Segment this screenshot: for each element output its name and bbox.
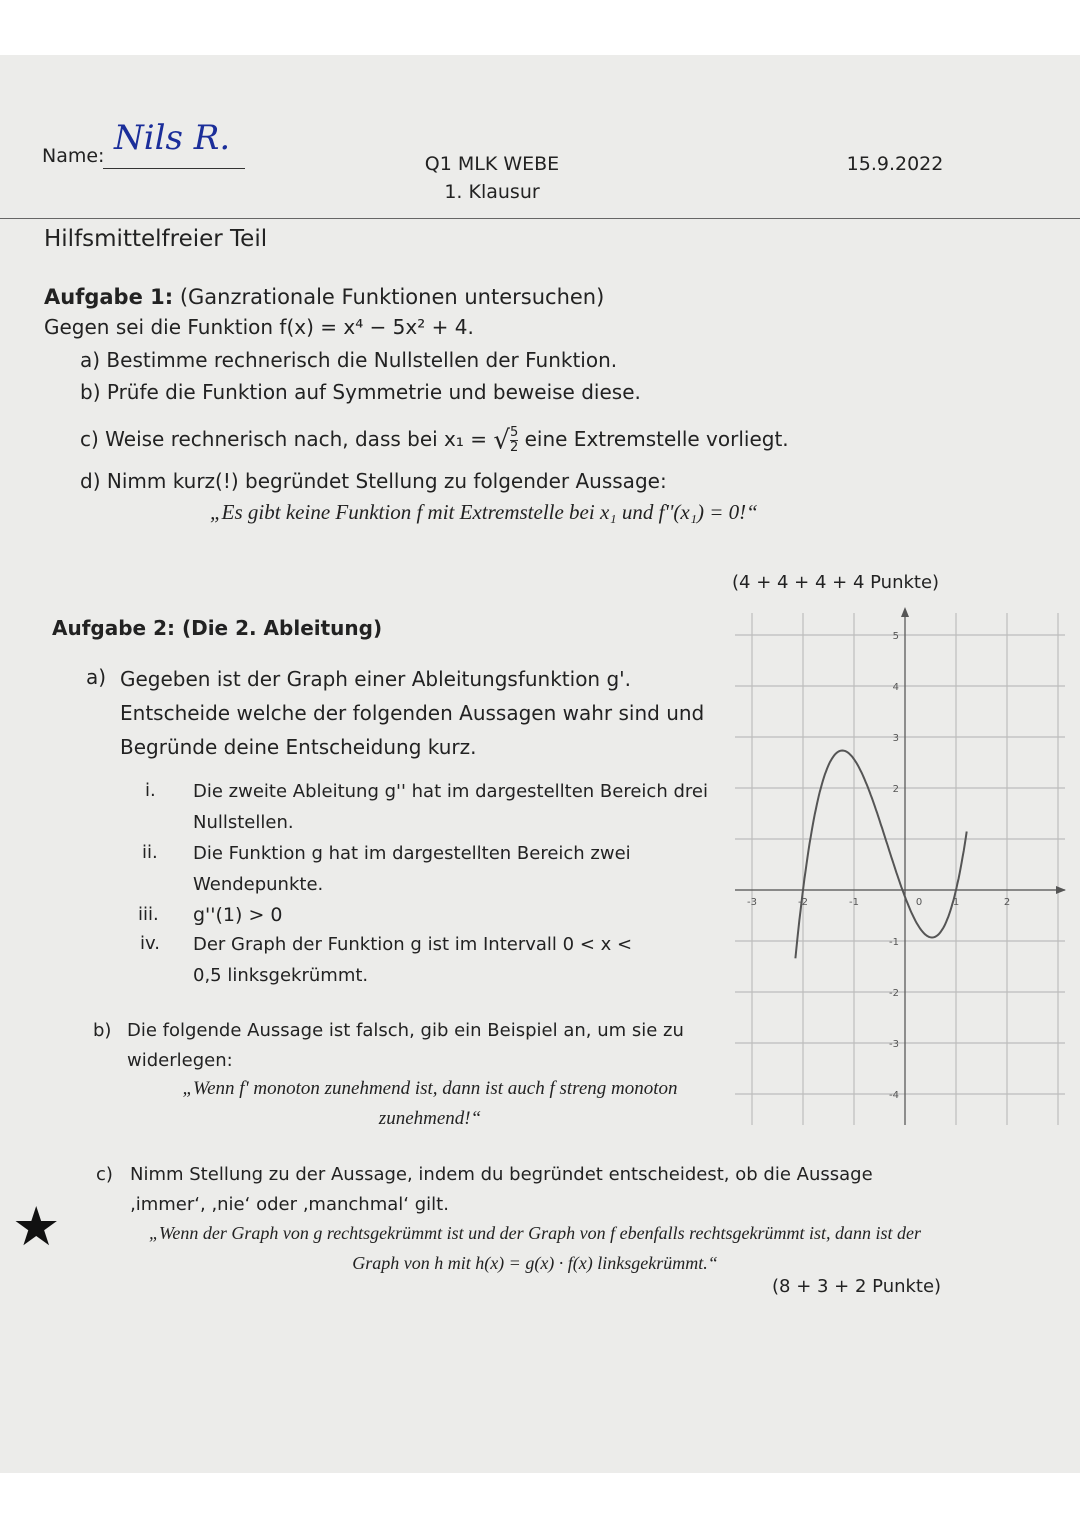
task1-part-c-pre: c) Weise rechnerisch nach, dass bei x₁ = [80,427,488,451]
item-text: Der Graph der Funktion g ist im Intervall 0 < x < 0,5 linksgekrümmt. [193,934,633,986]
section-title: Hilfsmittelfreier Teil [44,226,268,252]
derivative-graph [730,605,1070,1130]
y-axis-arrow-icon [901,607,909,617]
fraction-denominator: 2 [509,440,519,455]
task2-part-a-label: a) [86,665,107,689]
item-text: Die zweite Ableitung g'' hat im dargestellten Bereich drei Nullstellen. [193,781,708,833]
g-prime-curve [795,751,966,959]
task2-part-b-text: Die folgende Aussage ist falsch, gib ein Beispiel an, um sie zu widerlegen: [127,1020,684,1071]
x-tick-label: 2 [1003,897,1011,908]
sqrt-fraction [510,426,518,455]
y-tick-label: 3 [892,733,899,744]
task2-part-a-text: Gegeben ist der Graph einer Ableitungsfunktion g'. Entscheide welche der folgenden Aussagen wahr sind und Begründe deine Entscheidung kurz. [120,667,705,759]
item-number: iv. [140,933,160,954]
task1-heading-row [44,282,604,312]
name-label: Name: [42,145,105,167]
header-divider [0,218,1080,219]
x-tick-label: -1 [849,897,859,908]
task2-part-b-quote: „Wenn f' monoton zunehmend ist, dann ist auch f streng monoton zunehmend!“ [182,1078,678,1129]
task1-part-a: a) Bestimme rechnerisch die Nullstellen der Funktion. [80,348,618,372]
item-number: iii. [138,904,159,925]
item-text: g''(1) > 0 [193,904,283,926]
task2-heading: Aufgabe 2: (Die 2. Ableitung) [52,616,383,640]
graph-tick-labels [747,631,1010,1101]
graph-axes [735,607,1066,1125]
item-text: Die Funktion g hat im dargestellten Bereich zwei Wendepunkte. [193,843,631,895]
y-tick-label: -3 [889,1039,899,1050]
x-tick-label: -2 [798,897,808,908]
y-tick-label: -2 [889,988,899,999]
x-tick-label: 1 [952,897,960,908]
task2-part-c-label: c) [96,1164,113,1185]
item-number: i. [145,780,156,801]
fraction-numerator: 5 [509,425,519,440]
handwritten-name: Nils R. [114,118,231,158]
task2-part-b-label: b) [93,1020,112,1041]
task2-part-c-quote: „Wenn der Graph von g rechtsgekrümmt ist und der Graph von f ebenfalls rechtsgekrümmt ist, dann ist der Graph von h mit h(x) = g(x) · f(x) linksgekrümmt.“ [149,1223,921,1273]
y-tick-label: -1 [889,937,899,948]
task1-part-c-post: eine Extremstelle vorliegt. [524,427,789,451]
task1-quote: „Es gibt keine Funktion f mit Extremstelle bei x₁ und f''(x₁) = 0!“ [210,500,758,524]
task1-part-d: d) Nimm kurz(!) begründet Stellung zu folgender Aussage: [80,469,667,493]
x-tick-label: 0 [915,897,923,908]
task1-topic: (Ganzrationale Funktionen untersuchen) [179,285,605,309]
x-axis-arrow-icon [1056,886,1066,894]
name-underline [103,168,245,169]
task1-part-b: b) Prüfe die Funktion auf Symmetrie und beweise diese. [80,380,641,404]
x-tick-label: -3 [747,897,757,908]
task1-part-c [80,424,789,456]
y-tick-label: 4 [892,682,899,693]
item-number: ii. [142,842,158,863]
graph-grid [735,613,1065,1125]
y-tick-label: 2 [892,784,899,795]
task1-intro: Gegen sei die Funktion f(x) = x⁴ − 5x² + 4. [44,315,474,339]
exam-label: 1. Klausur [444,181,540,203]
sqrt-icon: √ [493,425,510,456]
task2-part-c-text: Nimm Stellung zu der Aussage, indem du begründet entscheidest, ob die Aussage ‚immer‘, ‚nie‘ oder ‚manchmal‘ gilt. [130,1164,873,1215]
task1-heading: Aufgabe 1: [44,285,174,309]
y-tick-label: -4 [889,1090,899,1101]
task2-points: (8 + 3 + 2 Punkte) [772,1276,942,1297]
star-icon: ★ [12,1195,61,1258]
y-tick-label: 5 [892,631,899,642]
exam-date: 15.9.2022 [846,153,944,175]
course-label: Q1 MLK WEBE [424,153,560,175]
task1-points: (4 + 4 + 4 + 4 Punkte) [732,572,940,593]
